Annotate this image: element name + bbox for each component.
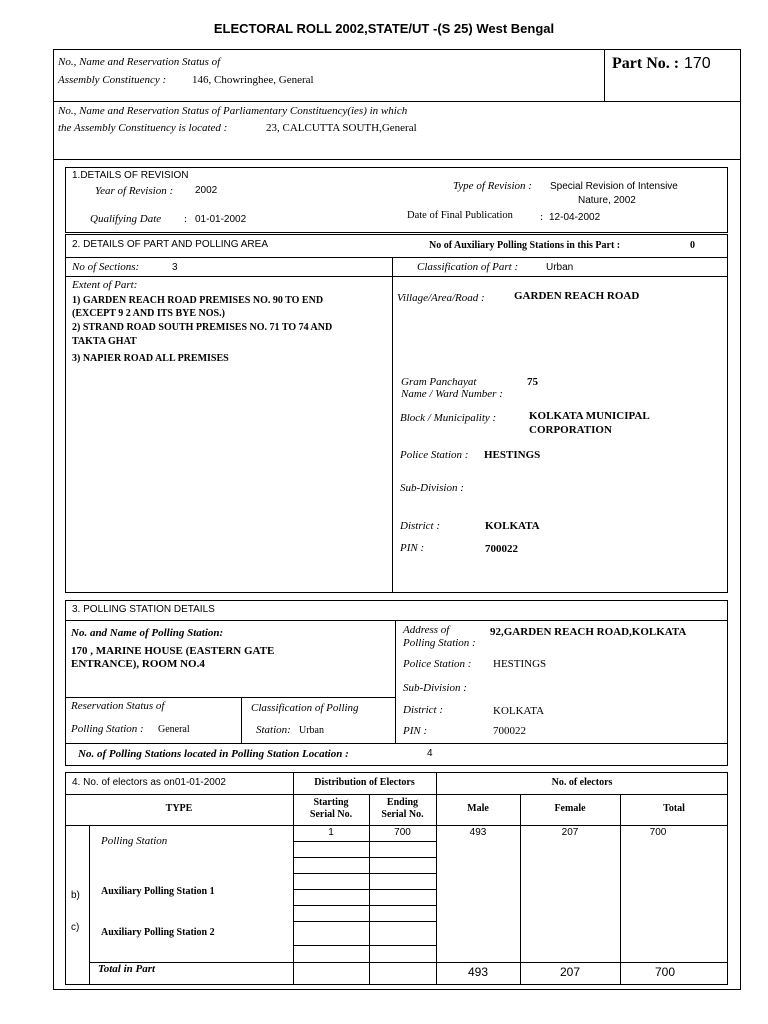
polling-divider-2: [65, 697, 395, 698]
extent-line: 1) GARDEN REACH ROAD PREMISES NO. 90 TO END: [72, 295, 324, 306]
electors-heading-date: 01-01-2002: [174, 777, 226, 788]
pc-label-line-1: No., Name and Reservation Status of Parliamentary Constituency(ies) in which: [58, 105, 408, 117]
ps-pin-value: 700022: [493, 725, 526, 737]
row-end-serial: 700: [394, 827, 411, 838]
block-label: Block / Municipality :: [400, 412, 497, 424]
polling-divider-3: [65, 743, 728, 744]
part-area-vertical-divider: [392, 257, 393, 593]
year-of-revision-value: 2002: [195, 185, 218, 196]
final-publication-colon: :: [540, 211, 544, 223]
total-male: 493: [467, 965, 489, 979]
serial-grid-line: [293, 889, 436, 890]
extent-line: (EXCEPT 9 2 AND ITS BYE NOS.): [72, 308, 225, 319]
aux-stations-label: No of Auxiliary Polling Stations in this Part :: [429, 240, 621, 251]
total-header: Total: [663, 803, 685, 814]
police-station-label: Police Station :: [400, 449, 469, 461]
polling-divider-1: [65, 620, 728, 621]
ps-address-value: 92,GARDEN REACH ROAD,KOLKATA: [490, 626, 687, 638]
row-total: 700: [649, 827, 667, 838]
village-label: Village/Area/Road :: [397, 292, 485, 304]
ac-value: 146, Chowringhee, General: [192, 74, 314, 86]
extent-label: Extent of Part:: [72, 279, 138, 291]
polling-vertical-divider-2: [241, 697, 242, 743]
male-header: Male: [467, 803, 489, 814]
revision-heading: 1.DETAILS OF REVISION: [72, 170, 189, 181]
page-title: ELECTORAL ROLL 2002,STATE/UT -(S 25) West Bengal: [213, 21, 555, 36]
header-divider-1: [53, 101, 741, 102]
ps-classification-value: Urban: [299, 725, 324, 736]
electors-header-line-2: [65, 825, 728, 826]
pc-value: 23, CALCUTTA SOUTH,General: [266, 122, 417, 134]
ending-serial-header-line-2: Serial No.: [381, 809, 424, 820]
electors-header-line-1: [65, 794, 728, 795]
gram-panchayat-label-line-1: Gram Panchayat: [401, 376, 477, 388]
row-female: 207: [561, 827, 579, 838]
ps-police-station-label: Police Station :: [403, 658, 472, 670]
part-classification-label: Classification of Part :: [417, 261, 519, 273]
reservation-status-label-line-1: Reservation Status of: [71, 700, 165, 712]
pin-value: 700022: [485, 543, 518, 555]
polling-station-name-label: No. and Name of Polling Station:: [71, 627, 224, 639]
ps-police-station-value: HESTINGS: [493, 658, 547, 670]
header-divider-2: [53, 159, 741, 160]
polling-station-name-line-2: ENTRANCE), ROOM NO.4: [71, 658, 205, 670]
total-female: 207: [559, 965, 581, 979]
ps-address-label-line-1: Address of: [403, 624, 450, 636]
qualifying-date-label: Qualifying Date: [90, 213, 162, 225]
sections-value: 3: [172, 262, 178, 273]
total-total: 700: [654, 965, 676, 979]
row-type-polling-station: Polling Station: [101, 835, 168, 847]
male-column-line: [520, 794, 521, 985]
reservation-status-label-line-2: Polling Station :: [71, 723, 144, 735]
part-classification-value: Urban: [546, 262, 574, 273]
ps-pin-label: PIN :: [403, 725, 428, 737]
type-of-revision-value-line-2: Nature, 2002: [578, 195, 636, 206]
ps-district-label: District :: [403, 704, 444, 716]
ps-classification-label-line-1: Classification of Polling: [251, 702, 359, 714]
distribution-header: Distribution of Electors: [314, 777, 415, 788]
starting-serial-header-line-1: Starting: [313, 797, 349, 808]
ps-address-label-line-2: Polling Station :: [403, 637, 476, 649]
police-station-value: HESTINGS: [484, 449, 541, 461]
qualifying-date-colon: :: [184, 213, 188, 225]
extent-line: 3) NAPIER ROAD ALL PREMISES: [72, 353, 229, 364]
qualifying-date-value: 01-01-2002: [195, 214, 247, 225]
ps-district-value: KOLKATA: [493, 705, 545, 717]
final-publication-label: Date of Final Publication: [407, 210, 513, 221]
pin-label: PIN :: [400, 542, 425, 554]
extent-line: 2) STRAND ROAD SOUTH PREMISES NO. 71 TO 74 AND: [72, 322, 333, 333]
type-header: TYPE: [165, 803, 193, 814]
extent-line: TAKTA GHAT: [72, 336, 137, 347]
district-label: District :: [400, 520, 441, 532]
gram-panchayat-value: 75: [527, 376, 538, 388]
row-marker: c): [71, 922, 80, 933]
serial-column-line: [369, 794, 370, 985]
serial-grid-line: [293, 857, 436, 858]
electors-heading: [72, 777, 226, 789]
part-no-divider: [604, 49, 605, 102]
aux-stations-value: 0: [690, 240, 695, 251]
block-value-line-1: KOLKATA MUNICIPAL: [529, 410, 650, 422]
ac-label-line-1: No., Name and Reservation Status of: [58, 56, 221, 68]
polling-vertical-divider: [395, 620, 396, 743]
female-column-line: [620, 794, 621, 985]
part-area-heading: 2. DETAILS OF PART AND POLLING AREA: [72, 239, 268, 250]
sections-label: No of Sections:: [72, 261, 140, 273]
pc-label-line-2: the Assembly Constituency is located :: [58, 122, 228, 134]
row-marker: b): [71, 890, 80, 901]
district-value: KOLKATA: [485, 520, 540, 532]
block-value-line-2: CORPORATION: [529, 424, 612, 436]
year-of-revision-label: Year of Revision :: [95, 185, 174, 197]
serial-grid-line: [293, 921, 436, 922]
row-male: 493: [469, 827, 487, 838]
row-start-serial: 1: [328, 827, 334, 838]
serial-grid-line: [293, 841, 436, 842]
row-type-aux-2: Auxiliary Polling Station 2: [101, 927, 215, 938]
serial-grid-line: [293, 905, 436, 906]
electors-heading-label: 4. No. of electors as on: [72, 777, 175, 788]
part-no-label: Part No. :: [612, 55, 680, 72]
serial-grid-line: [293, 945, 436, 946]
part-area-divider-2: [65, 276, 728, 277]
reservation-status-value: General: [158, 724, 190, 735]
row-type-aux-1: Auxiliary Polling Station 1: [101, 886, 215, 897]
polling-station-heading: 3. POLLING STATION DETAILS: [72, 604, 215, 615]
electors-total-line: [89, 962, 728, 963]
ps-classification-label-line-2: Station:: [256, 724, 291, 736]
type-of-revision-value-line-1: Special Revision of Intensive: [550, 181, 678, 192]
serial-grid-line: [293, 873, 436, 874]
final-publication-value: 12-04-2002: [549, 212, 601, 223]
starting-serial-header-line-2: Serial No.: [309, 809, 353, 820]
ps-sub-division-label: Sub-Division :: [403, 682, 467, 694]
ps-location-count-value: 4: [427, 748, 433, 759]
ps-location-count-label: No. of Polling Stations located in Polling Station Location :: [78, 748, 349, 760]
marker-column-line: [89, 825, 90, 985]
gram-panchayat-label-line-2: Name / Ward Number :: [401, 388, 503, 400]
female-header: Female: [554, 803, 586, 814]
sub-division-label: Sub-Division :: [400, 482, 464, 494]
part-no-value: 170: [684, 55, 711, 72]
polling-station-box: [65, 600, 728, 766]
part-area-divider-1: [65, 257, 728, 258]
total-in-part-label: Total in Part: [98, 963, 156, 975]
type-of-revision-label: Type of Revision :: [453, 180, 532, 192]
ac-label-line-2: Assembly Constituency :: [58, 74, 167, 86]
polling-station-name-line-1: 170 , MARINE HOUSE (EASTERN GATE: [71, 645, 275, 657]
village-value: GARDEN REACH ROAD: [514, 290, 640, 302]
ending-serial-header-line-1: Ending: [386, 797, 419, 808]
electors-count-header: No. of electors: [551, 777, 613, 788]
